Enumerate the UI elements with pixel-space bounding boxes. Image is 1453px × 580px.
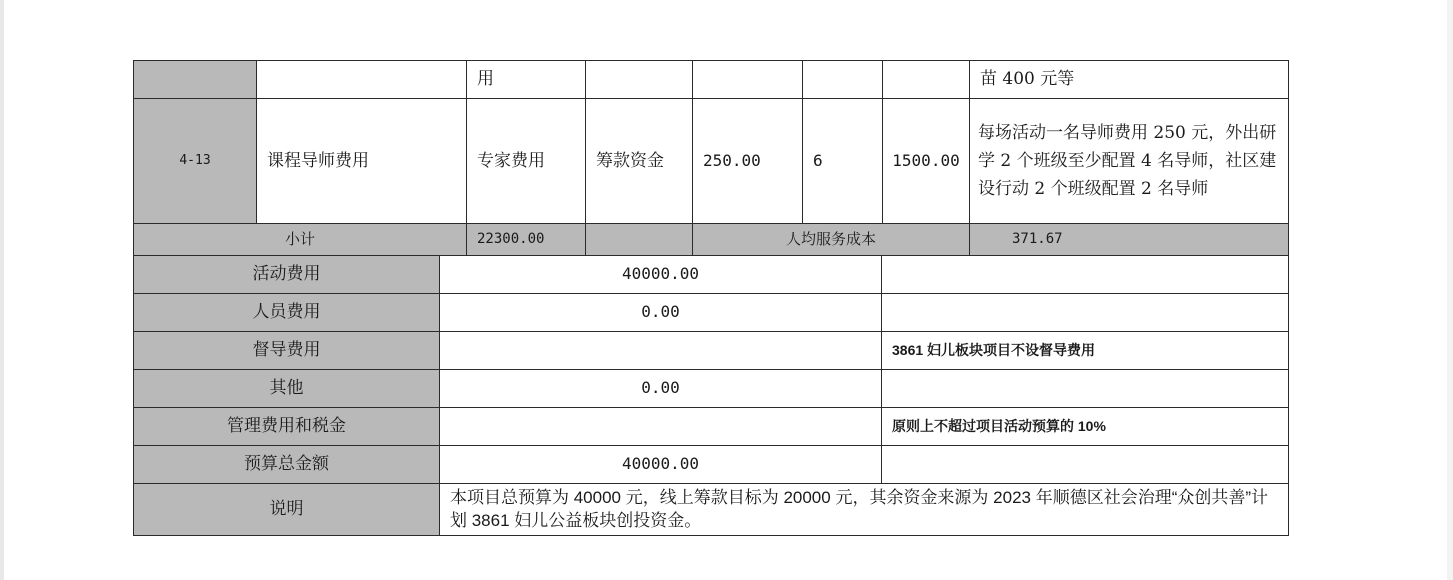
summary-note-other	[882, 370, 1288, 408]
page-edge-right	[1447, 0, 1453, 580]
per-capita-value: 371.67	[1012, 230, 1063, 247]
summary-label-activity	[134, 256, 440, 294]
summary-value-text: 40000.00	[621, 454, 700, 474]
summary-value-text: 40000.00	[621, 264, 700, 284]
summary-note-text: 原则上不超过项目活动预算的 10%	[892, 417, 1106, 434]
unit-price-cell-continued	[693, 61, 803, 99]
summary-label-text: 其他	[269, 378, 304, 399]
explanation-text: 本项目总预算为 40000 元，线上筹款目标为 20000 元，其余资金来源为 2023 年顺德区社会治理“众创共善”计划 3861 妇儿公益板块创投资金。	[450, 487, 1269, 530]
type-text: 专家费用	[477, 150, 545, 171]
summary-note-text: 3861 妇儿板块项目不设督导费用	[892, 341, 1096, 358]
item-text: 课程导师费用	[267, 150, 369, 171]
summary-value-management	[440, 408, 882, 446]
summary-label-management	[134, 408, 440, 446]
item-cell-continued	[257, 61, 467, 99]
per-capita-label-cell	[693, 224, 970, 256]
summary-label-other	[134, 370, 440, 408]
summary-label-text: 预算总金额	[244, 454, 329, 475]
amount-cell-continued	[883, 61, 970, 99]
summary-value-activity	[440, 256, 882, 294]
amount-text: 1500.00	[892, 150, 960, 170]
summary-value-total	[440, 446, 882, 484]
index-text: 4-13	[179, 152, 211, 168]
summary-value-text: 0.00	[641, 302, 680, 322]
quantity-text: 6	[813, 150, 823, 170]
subtotal-label-cell	[134, 224, 467, 256]
subtotal-label: 小计	[284, 229, 315, 248]
explanation-label-cell	[134, 484, 440, 535]
summary-label-text: 督导费用	[252, 340, 321, 361]
summary-value-supervision	[440, 332, 882, 370]
per-capita-label: 人均服务成本	[785, 229, 876, 248]
summary-note-supervision	[882, 332, 1288, 370]
summary-label-supervision	[134, 332, 440, 370]
explanation-label: 说明	[269, 499, 304, 520]
note-cell-continued	[970, 61, 1288, 99]
summary-note-activity	[882, 256, 1288, 294]
quantity-cell-continued	[803, 61, 883, 99]
source-cell	[586, 99, 693, 224]
type-text: 用	[477, 69, 494, 90]
amount-cell	[883, 99, 970, 224]
summary-value-personnel	[440, 294, 882, 332]
note-cell	[970, 99, 1288, 224]
type-cell-continued	[467, 61, 586, 99]
subtotal-empty-cell	[586, 224, 693, 256]
summary-value-other	[440, 370, 882, 408]
summary-label-text: 人员费用	[252, 302, 321, 323]
summary-value-text: 0.00	[641, 378, 680, 398]
type-cell	[467, 99, 586, 224]
page-edge-left	[0, 0, 4, 580]
subtotal-amount-cell	[467, 224, 586, 256]
summary-note-personnel	[882, 294, 1288, 332]
summary-label-text: 管理费用和税金	[227, 416, 346, 437]
subtotal-amount: 22300.00	[477, 230, 545, 247]
summary-note-total	[882, 446, 1288, 484]
summary-note-management	[882, 408, 1288, 446]
summary-label-personnel	[134, 294, 440, 332]
per-capita-value-cell	[970, 224, 1288, 256]
quantity-cell	[803, 99, 883, 224]
summary-label-total	[134, 446, 440, 484]
index-cell	[134, 99, 257, 224]
summary-label-text: 活动费用	[252, 264, 321, 285]
unit-price-text: 250.00	[703, 150, 761, 170]
source-cell-continued	[586, 61, 693, 99]
note-text: 苗 400 元等	[980, 69, 1075, 90]
explanation-text-cell	[440, 484, 1288, 535]
item-cell	[257, 99, 467, 224]
unit-price-cell	[693, 99, 803, 224]
source-text: 筹款资金	[596, 150, 664, 171]
budget-table	[133, 60, 1289, 536]
index-cell-continued	[134, 61, 257, 99]
note-text: 每场活动一名导师费用 250 元，外出研学 2 个班级至少配置 4 名导师，社区建设行动 2 个班级配置 2 名导师	[978, 122, 1277, 200]
